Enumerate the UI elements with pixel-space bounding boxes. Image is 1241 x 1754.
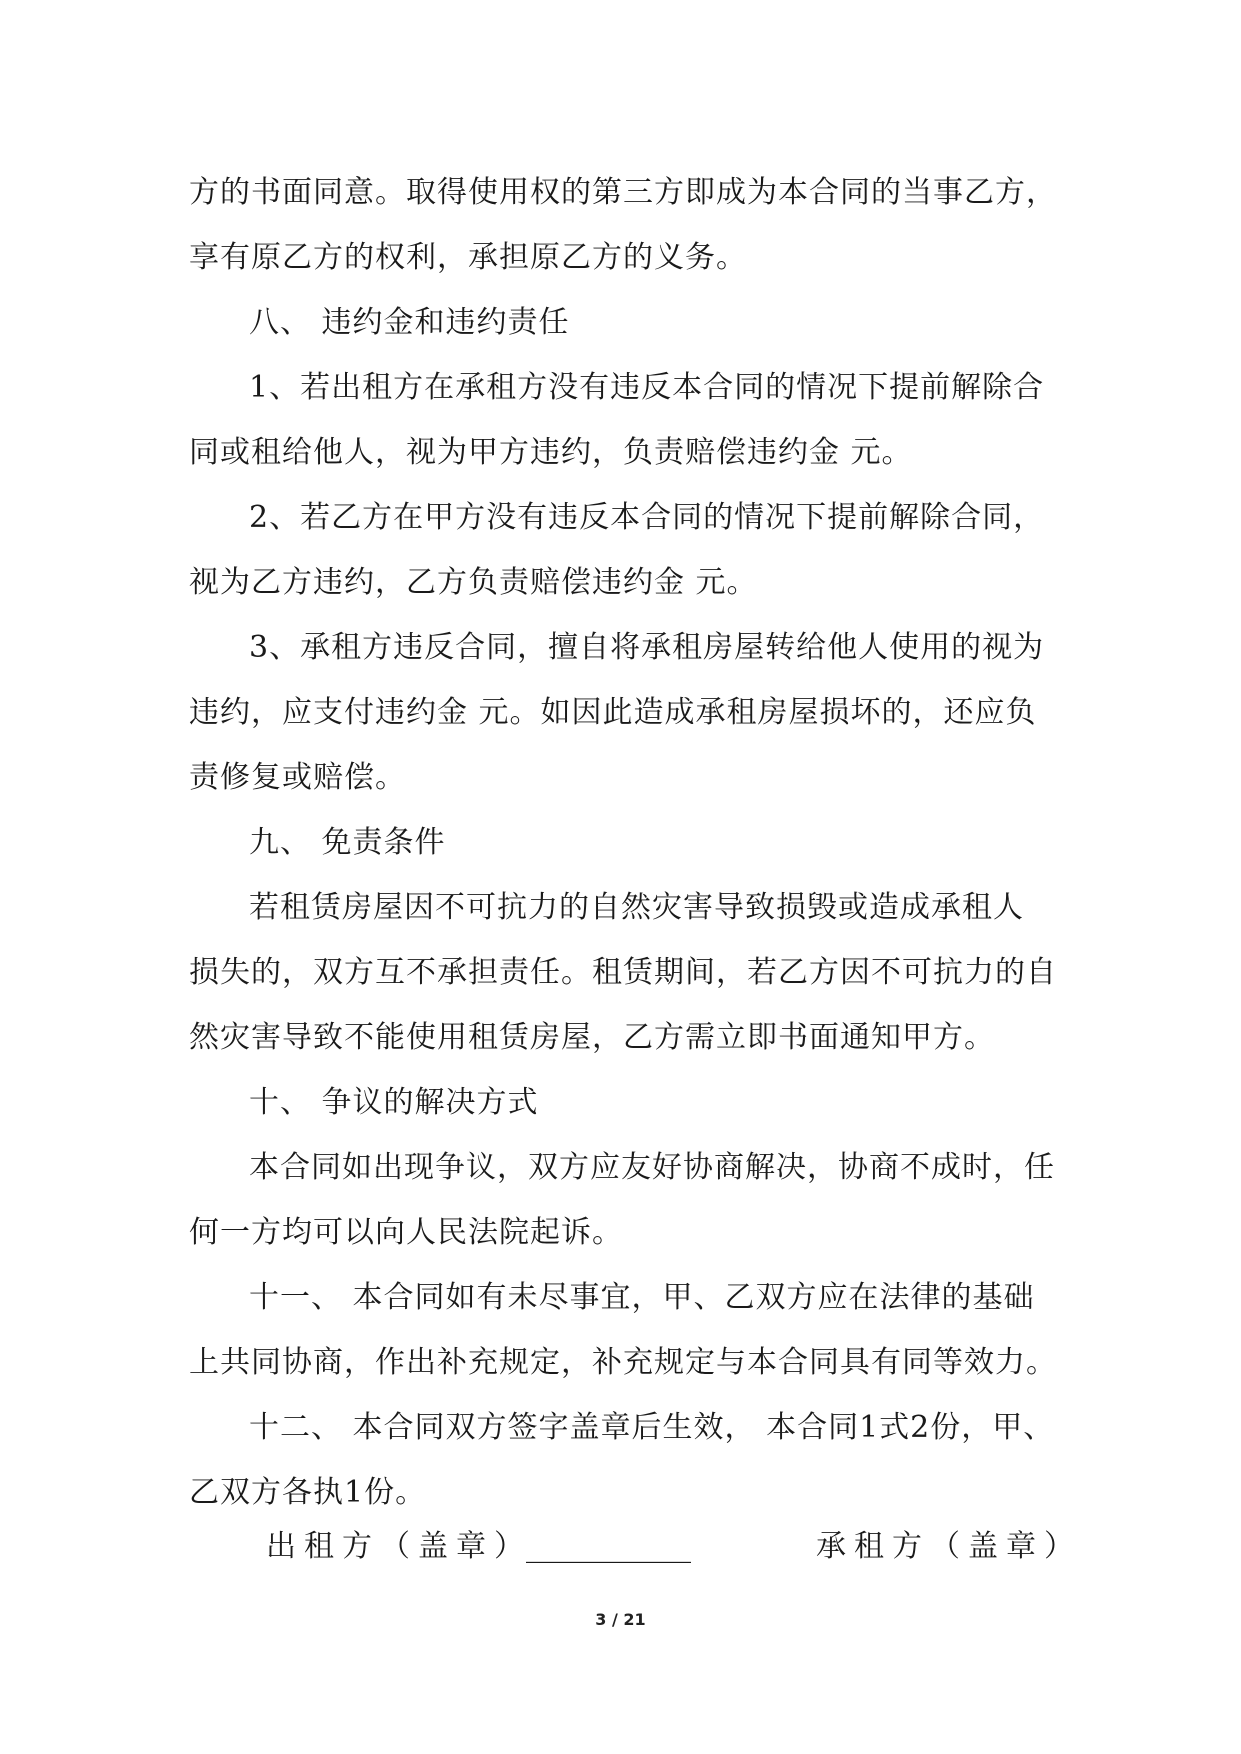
text-line: 违约，应支付违约金 元。如因此造成承租房屋损坏的，还应负	[189, 695, 1037, 730]
lessor-signature-blank: ___________	[526, 1529, 691, 1564]
text-line: 若租赁房屋因不可抗力的自然灾害导致损毁或造成承租人	[249, 890, 1024, 925]
text-line: 上共同协商，作出补充规定，补充规定与本合同具有同等效力。	[189, 1345, 1057, 1380]
text-line: 然灾害导致不能使用租赁房屋，乙方需立即书面通知甲方。	[189, 1020, 995, 1055]
signature-line	[266, 1514, 1082, 1579]
text-line: 2、若乙方在甲方没有违反本合同的情况下提前解除合同，	[249, 500, 1045, 535]
page-number: 3 / 21	[595, 1610, 646, 1629]
contract-body	[189, 160, 1059, 1525]
text-line: 责修复或赔偿。	[189, 760, 406, 795]
lessee-seal-label: 承租方（盖章）	[816, 1529, 1082, 1564]
text-line: 享有原乙方的权利，承担原乙方的义务。	[189, 240, 747, 275]
text-line: 1、若出租方在承租方没有违反本合同的情况下提前解除合	[249, 370, 1045, 405]
text-line: 八、 违约金和违约责任	[249, 305, 570, 340]
text-line: 本合同如出现争议，双方应友好协商解决，协商不成时，任	[249, 1150, 1055, 1185]
lessor-seal-label: 出租方（盖章）	[266, 1529, 532, 1564]
text-line: 十二、 本合同双方签字盖章后生效， 本合同1式2份，甲、	[249, 1410, 1055, 1445]
text-line: 方的书面同意。取得使用权的第三方即成为本合同的当事乙方，	[189, 175, 1057, 210]
text-line: 同或租给他人，视为甲方违约，负责赔偿违约金 元。	[189, 435, 913, 470]
text-line: 乙双方各执1份。	[189, 1475, 427, 1510]
text-line: 3、承租方违反合同，擅自将承租房屋转给他人使用的视为	[249, 630, 1045, 665]
text-line: 视为乙方违约，乙方负责赔偿违约金 元。	[189, 565, 758, 600]
text-line: 何一方均可以向人民法院起诉。	[189, 1215, 623, 1250]
text-line: 十一、 本合同如有未尽事宜，甲、乙双方应在法律的基础	[249, 1280, 1035, 1315]
text-line: 十、 争议的解决方式	[249, 1085, 539, 1120]
text-line: 九、 免责条件	[249, 825, 446, 860]
text-line: 损失的，双方互不承担责任。租赁期间，若乙方因不可抗力的自	[189, 955, 1057, 990]
